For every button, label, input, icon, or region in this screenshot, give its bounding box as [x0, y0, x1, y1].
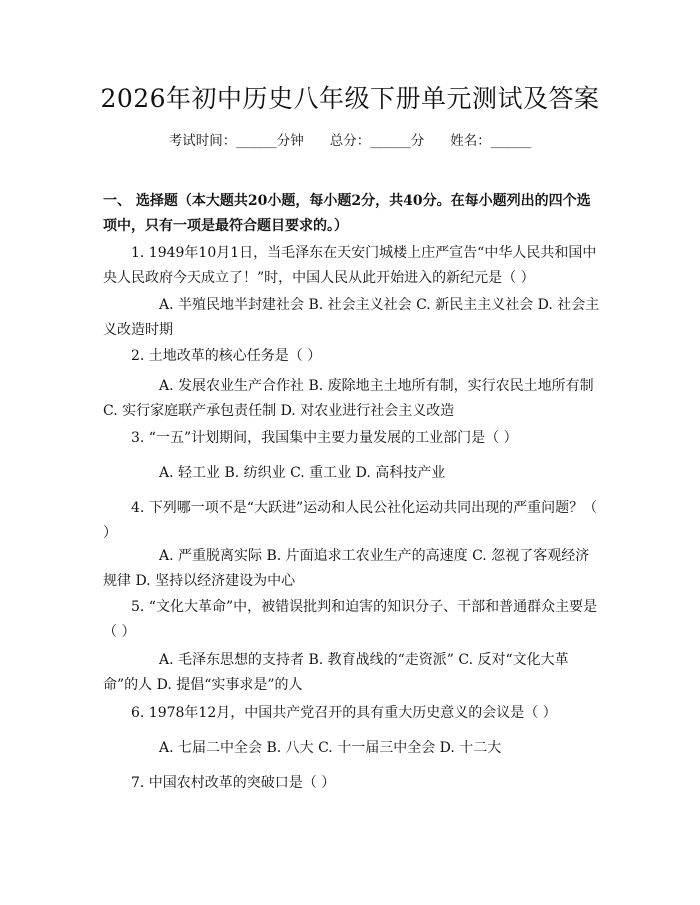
question-7-stem: 7. 中国农村改革的突破口是（ ）	[131, 775, 336, 791]
question-2-stem: 2. 土地改革的核心任务是（ ）	[131, 348, 322, 364]
question-options	[103, 736, 603, 761]
total-score-field: 总分：______分	[329, 133, 425, 149]
question-stem	[103, 701, 603, 726]
question-stem	[103, 426, 603, 451]
question-stem	[103, 771, 603, 796]
question-options	[103, 461, 603, 486]
question-3-options: A. 轻工业 B. 纺织业 C. 重工业 D. 高科技产业	[159, 465, 446, 481]
exam-meta-line	[0, 131, 700, 151]
student-name-field: 姓名：______	[450, 133, 532, 149]
question-6-options: A. 七届二中全会 B. 八大 C. 十一届三中全会 D. 十二大	[159, 740, 502, 756]
question-stem	[103, 241, 603, 291]
question-1-options: A. 半殖民地半封建社会 B. 社会主义社会 C. 新民主主义社会 D. 社会主义改造时期	[103, 297, 600, 338]
question-options	[103, 648, 603, 698]
document-title: 2026年初中历史八年级下册单元测试及答案	[100, 84, 600, 113]
question-5-options: A. 毛泽东思想的支持者 B. 教育战线的“走资派” C. 反对“文化大革命”的人 D. 提倡“实事求是”的人	[103, 652, 569, 693]
question-stem	[103, 595, 603, 645]
question-4-options: A. 严重脱离实际 B. 片面追求工农业生产的高速度 C. 忽视了客观经济规律 D. 坚持以经济建设为中心	[103, 548, 590, 589]
question-options	[103, 374, 603, 424]
section-heading: 一、 选择题（本大题共20小题，每小题2分，共40分。在每小题列出的四个选项中，只有一项是最符合题目要求的。）	[103, 193, 591, 234]
question-5-stem: 5. “文化大革命”中，被错误批判和迫害的知识分子、干部和普通群众主要是（ ）	[103, 599, 598, 640]
question-options	[103, 293, 603, 343]
question-6-stem: 6. 1978年12月，中国共产党召开的具有重大历史意义的会议是（ ）	[131, 705, 557, 721]
question-options	[103, 544, 603, 594]
exam-time-field: 考试时间：______分钟	[168, 133, 304, 149]
question-2-options: A. 发展农业生产合作社 B. 废除地主土地所有制，实行农民土地所有制 C. 实行家庭联产承包责任制 D. 对农业进行社会主义改造	[103, 378, 594, 419]
question-stem	[103, 344, 603, 369]
question-3-stem: 3. “一五”计划期间，我国集中主要力量发展的工业部门是（ ）	[131, 430, 518, 446]
question-4-stem: 4. 下列哪一项不是“大跃进”运动和人民公社化运动共同出现的严重问题？（ ）	[103, 500, 598, 541]
question-1-stem: 1. 1949年10月1日，当毛泽东在天安门城楼上庄严宣告“中华人民共和国中央人民政府今天成立了！”时，中国人民从此开始进入的新纪元是（ ）	[103, 245, 597, 286]
question-stem	[103, 496, 603, 546]
